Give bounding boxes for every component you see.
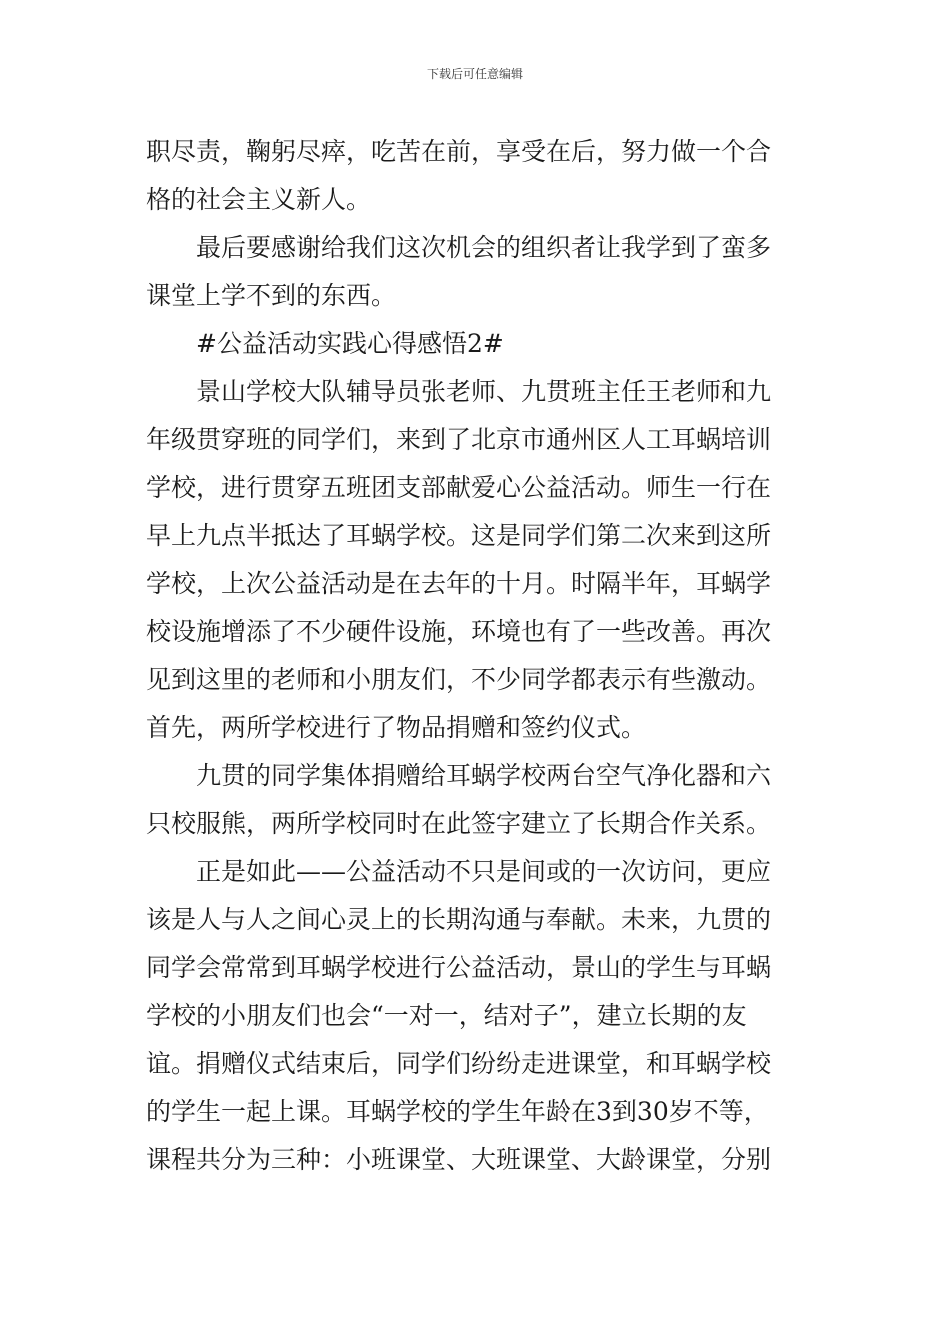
text-line: 职尽责，鞠躬尽瘁，吃苦在前，享受在后，努力做一个合 bbox=[146, 137, 772, 166]
text-line: 只校服熊，两所学校同时在此签字建立了长期合作关系。 bbox=[146, 809, 772, 838]
document-body bbox=[146, 128, 806, 1184]
text-line: 见到这里的老师和小朋友们，不少同学都表示有些激动。 bbox=[146, 665, 772, 694]
text-line: 的学生一起上课。耳蜗学校的学生年龄在3到30岁不等， bbox=[146, 1097, 769, 1126]
text-line: 景山学校大队辅导员张老师、九贯班主任王老师和九 bbox=[196, 377, 772, 406]
text-line: 同学会常常到耳蜗学校进行公益活动，景山的学生与耳蜗 bbox=[146, 953, 772, 982]
text-line: 早上九点半抵达了耳蜗学校。这是同学们第二次来到这所 bbox=[146, 521, 772, 550]
text-line: 课堂上学不到的东西。 bbox=[146, 281, 397, 310]
text-line: 首先，两所学校进行了物品捐赠和签约仪式。 bbox=[146, 713, 647, 742]
text-line: 学校，进行贯穿五班团支部献爱心公益活动。师生一行在 bbox=[146, 473, 772, 502]
text-line: 校设施增添了不少硬件设施，环境也有了一些改善。再次 bbox=[146, 617, 772, 646]
text-line: 格的社会主义新人。 bbox=[146, 185, 372, 214]
text-line: 年级贯穿班的同学们，来到了北京市通州区人工耳蜗培训 bbox=[146, 425, 772, 454]
text-line: 课程共分为三种：小班课堂、大班课堂、大龄课堂，分别 bbox=[146, 1145, 772, 1174]
text-line: 学校的小朋友们也会“一对一，结对子”，建立长期的友 bbox=[146, 1001, 747, 1030]
text-line: 最后要感谢给我们这次机会的组织者让我学到了蛮多 bbox=[196, 233, 772, 262]
text-line: #公益活动实践心得感悟2# bbox=[196, 329, 504, 358]
text-line: 学校，上次公益活动是在去年的十月。时隔半年，耳蜗学 bbox=[146, 569, 772, 598]
text-line: 九贯的同学集体捐赠给耳蜗学校两台空气净化器和六 bbox=[196, 761, 772, 790]
text-line: 该是人与人之间心灵上的长期沟通与奉献。未来，九贯的 bbox=[146, 905, 772, 934]
text-line: 谊。捐赠仪式结束后，同学们纷纷走进课堂，和耳蜗学校 bbox=[146, 1049, 772, 1078]
text-line: 正是如此——公益活动不只是间或的一次访问，更应 bbox=[196, 857, 772, 886]
page-header: 下载后可任意编辑 bbox=[426, 67, 523, 81]
